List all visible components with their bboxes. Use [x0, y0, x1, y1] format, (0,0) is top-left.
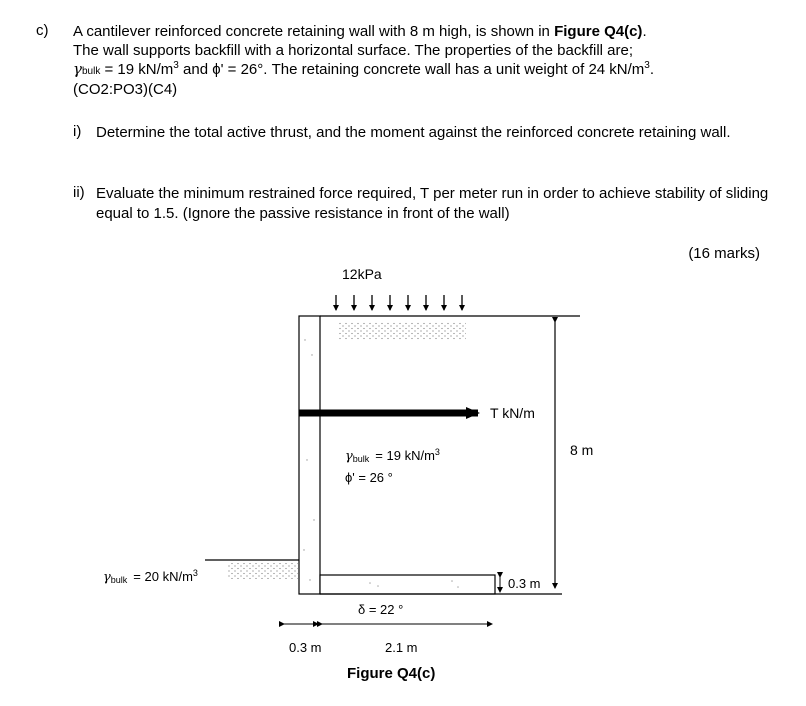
- question-line-2: The wall supports backfill with a horizontal surface. The properties of the backfill are;: [73, 42, 633, 59]
- heel-width-label: 2.1 m: [385, 640, 418, 655]
- question-line-1-text: A cantilever reinforced concrete retaining wall with 8 m high, is shown in: [73, 23, 555, 40]
- base-thickness-label: 0.3 m: [508, 576, 541, 591]
- part-i-label: i): [73, 123, 82, 140]
- course-outcome-code: (CO2:PO3)(C4): [73, 81, 178, 98]
- gamma-value: = 19 kN/m: [100, 61, 174, 78]
- backfill-gamma-label: γbulk = 19 $kN/m^3$: [345, 447, 440, 464]
- marks-label: (16 marks): [688, 245, 760, 262]
- superscript-3: 3: [173, 60, 179, 71]
- surcharge-label: 12kPa: [342, 266, 382, 282]
- figure-caption: Figure Q4(c): [347, 665, 436, 682]
- gamma-symbol: γ: [73, 60, 82, 78]
- wall-stem: [299, 316, 320, 594]
- backfill-phi-label: ϕ' = 26 °: [345, 470, 393, 485]
- stem-width-label: 0.3 m: [289, 640, 322, 655]
- tie-force-label: T kN/m: [490, 405, 535, 421]
- superscript-3b: 3: [644, 60, 650, 71]
- question-label: c): [36, 22, 49, 39]
- part-ii-label: ii): [73, 184, 85, 201]
- base-slab: [320, 575, 495, 594]
- unit-weight-text: . The retaining concrete wall has a unit weight of 24 kN/m: [263, 61, 645, 78]
- front-gamma-label: γbulk = 20 $kN/m^3$: [103, 568, 198, 585]
- delta-label: δ = 22 °: [358, 602, 404, 617]
- part-i-text: Determine the total active thrust, and the moment against the reinforced concrete retaining wall.: [96, 124, 731, 141]
- height-label: 8 m: [570, 442, 594, 458]
- gamma-subscript: bulk: [81, 66, 101, 77]
- period-2: .: [649, 61, 655, 78]
- front-ground-hatch: [228, 563, 298, 579]
- period: .: [642, 23, 647, 40]
- phi-value: ϕ' = 26°: [212, 61, 264, 78]
- surcharge-arrows: [336, 295, 462, 310]
- and-text: and: [178, 61, 213, 78]
- part-ii-text: Evaluate the minimum restrained force required, T per meter run in order to achieve stability of sliding equal to 1.5. (Ignore the passive resistance in front of the wall): [96, 185, 769, 222]
- backfill-hatch: [338, 322, 466, 340]
- figure-reference: Figure Q4(c): [554, 23, 643, 40]
